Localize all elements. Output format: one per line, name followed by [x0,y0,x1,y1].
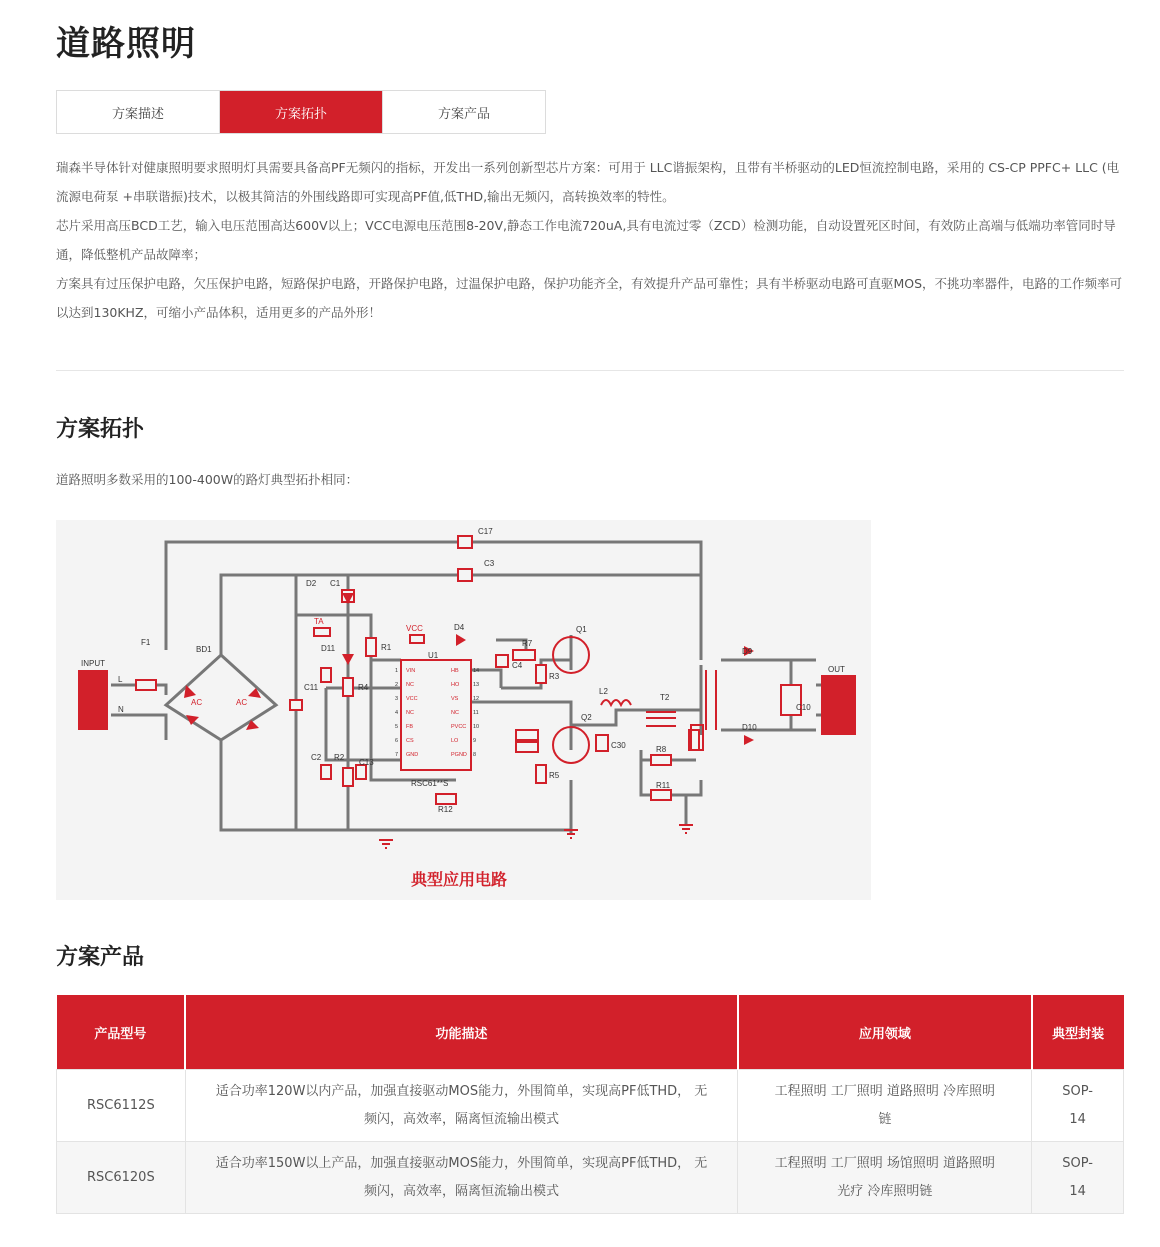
page-title: 道路照明 [56,24,196,64]
circuit-caption: 典型应用电路 [411,872,508,889]
topology-note: 道路照明多数采用的100-400W的路灯典型拓扑相同： [56,472,359,487]
label-d2: D2 [306,579,317,588]
tab-products[interactable]: 方案产品 [437,106,490,122]
label-input: INPUT [81,659,105,668]
label-c3: C3 [484,559,495,568]
cell-application: 工程照明 工厂照明 场馆照明 道路照明光疗 冷库照明链 [738,1142,1032,1214]
pin-left-5: FB [406,724,414,730]
input-connector [78,670,108,730]
products-heading: 方案产品 [56,945,145,970]
pin-num-8: 8 [473,752,477,758]
pin-num-3: 3 [395,696,399,702]
label-c17: C17 [478,527,493,536]
pin-left-6: CS [406,738,414,744]
table-row [57,1070,1124,1142]
pin-right-10: PVCC [451,724,467,730]
pin-left-3: VCC [406,696,418,702]
label-u1: U1 [428,651,439,660]
pin-num-10: 10 [473,724,480,730]
description-paragraph-2: 芯片采用高压BCD工艺，输入电压范围高达600V以上；VCC电源电压范围8-20V,静态工作电流720uA,具有电流过零（ZCD）检测功能，自动设置死区时间，有效防止高端与低端功率管同时导通，降低整机产品故障率； [56,218,1116,262]
label-c2: C2 [311,753,322,762]
table-row [57,1142,1124,1214]
pin-right-13: HO [451,682,460,688]
label-t2: T2 [660,693,670,702]
label-c30: C30 [611,741,626,750]
label-l2: L2 [599,687,608,696]
cell-description: 适合功率120W以内产品，加强直接驱动MOS能力，外围简单，实现高PF低THD， 无频闪，高效率，隔离恒流输出模式 [185,1070,738,1142]
label-ac-right: AC [236,698,248,707]
pin-num-12: 12 [473,696,480,702]
cell-package: SOP-14 [1032,1142,1124,1214]
label-c11: C11 [304,683,319,692]
circuit-grounds [379,825,693,848]
header-package: 典型封装 [1032,995,1124,1070]
label-ac-left: AC [191,698,203,707]
pin-num-6: 6 [395,738,399,744]
label-out: OUT [828,665,845,674]
pin-num-5: 5 [395,724,399,730]
label-ic-part: RSC61**S [411,779,449,788]
topology-heading: 方案拓扑 [56,417,145,442]
products-table [56,995,1124,1214]
label-d9: D9 [742,647,753,656]
pin-right-11: NC [451,710,459,716]
label-c13: C13 [359,758,374,767]
cell-model: RSC6120S [57,1142,186,1214]
header-model: 产品型号 [57,995,186,1070]
pin-left-7: GND [406,752,419,758]
label-c1: C1 [330,579,341,588]
cell-description: 适合功率150W以上产品，加强直接驱动MOS能力，外围简单，实现高PF低THD， 无频闪，高效率，隔离恒流输出模式 [185,1142,738,1214]
solution-tabs [56,90,546,134]
output-connector [821,675,856,735]
pin-right-9: LO [451,738,459,744]
label-ta: TA [314,617,324,626]
pin-num-2: 2 [395,682,399,688]
circuit-capacitors [290,536,801,779]
cell-model: RSC6112S [57,1070,186,1142]
table-header-row [57,995,1124,1070]
pin-num-13: 13 [473,682,480,688]
label-r1: R1 [381,643,392,652]
label-r11: R11 [656,781,671,790]
pin-right-14: HB [451,668,459,674]
pin-left-1: VIN [406,668,416,674]
label-r3: R3 [549,672,560,681]
cell-application: 工程照明 工厂照明 道路照明 冷库照明链 [738,1070,1032,1142]
header-description: 功能描述 [185,995,738,1070]
label-q1: Q1 [576,625,587,634]
pin-right-8: PGND [451,752,467,758]
label-r2: R2 [334,753,345,762]
pin-num-11: 11 [473,710,479,716]
header-application: 应用领域 [738,995,1032,1070]
cell-package: SOP-14 [1032,1070,1124,1142]
label-bd1: BD1 [196,645,212,654]
tab-topology[interactable]: 方案拓扑 [220,91,383,133]
section-divider [56,370,1124,371]
pin-left-2: NC [406,682,414,688]
label-r5: R5 [549,771,560,780]
description-paragraph-1: 瑞森半导体针对健康照明要求照明灯具需要具备高PF无频闪的指标，开发出一系列创新型芯片方案：可用于 LLC谐振架构，且带有半桥驱动的LED恒流控制电路，采用的 CS-CP PPFC+ LLC (电流源电荷泵 +串联谐振)技术，以极其简洁的外围线路即可实现高PF值,低THD,输出无频闪，高转换效率的特性。 [56,160,1120,204]
pin-num-9: 9 [473,738,477,744]
label-r12: R12 [438,805,453,814]
label-q2: Q2 [581,713,592,722]
label-c10: C10 [796,703,811,712]
pin-left-4: NC [406,710,414,716]
label-d10: D10 [742,723,757,732]
pin-right-12: VS [451,696,459,702]
tab-description[interactable]: 方案描述 [57,91,220,133]
circuit-diagram [56,520,871,900]
pin-num-1: 1 [395,668,399,674]
label-vcc: VCC [406,624,423,633]
pin-num-4: 4 [395,710,399,716]
label-r4: R4 [358,683,369,692]
label-c4: C4 [512,661,523,670]
label-f1: F1 [141,638,151,647]
pin-num-7: 7 [395,752,399,758]
label-pin-n: N [118,705,124,714]
description-paragraph-3: 方案具有过压保护电路，欠压保护电路，短路保护电路，开路保护电路，过温保护电路，保护功能齐全，有效提升产品可靠性；具有半桥驱动电路可直驱MOS，不挑功率器件，电路的工作频率可以达到130KHZ，可缩小产品体积，适用更多的产品外形！ [56,276,1123,320]
pin-num-14: 14 [473,668,480,674]
circuit-svg [56,520,871,900]
solution-description [56,153,1124,327]
label-r7: R7 [522,639,533,648]
label-d4: D4 [454,623,465,632]
label-d11: D11 [321,644,336,653]
label-pin-l: L [118,675,123,684]
label-r8: R8 [656,745,667,754]
